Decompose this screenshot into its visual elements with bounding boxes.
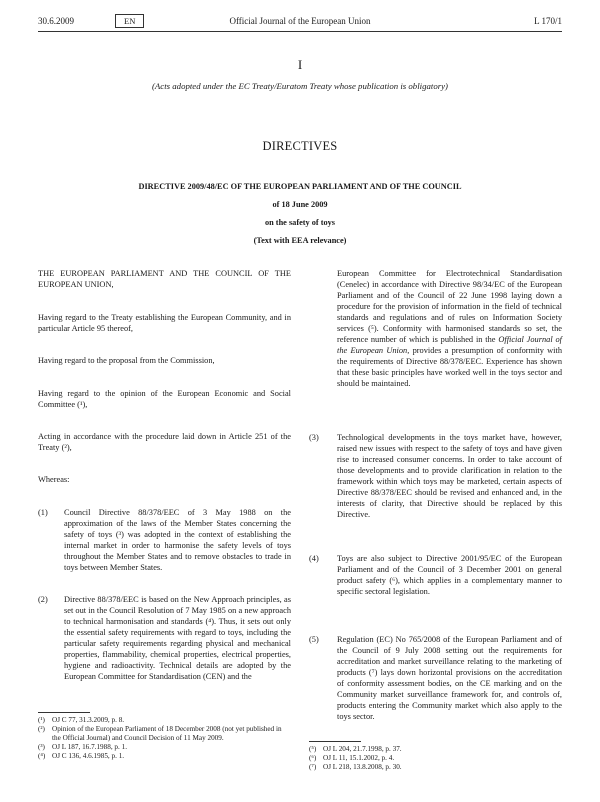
recital-text: Regulation (EC) No 765/2008 of the European Parliament and of the Council of 9 July 2008 setting out the requirements for accreditation and market surveillance relating to the marketing of products (⁷) lays down horizontal provisions on the accreditation of conformity assessment bodies, on the CE marking and on the Community market surveillance framework for, and controls of, products entering the Community market which also apply to the toys sector. (337, 635, 562, 721)
publication-date: 30.6.2009 (38, 16, 74, 26)
eea-relevance: (Text with EEA relevance) (253, 236, 347, 245)
language-badge: EN (115, 14, 144, 28)
footnote: (¹) OJ C 77, 31.3.2009, p. 8. (38, 716, 125, 724)
directive-date: of 18 June 2009 (272, 200, 328, 209)
recital-4 (309, 553, 562, 597)
section-heading: DIRECTIVES (262, 139, 338, 153)
footnote-rule-left (38, 712, 90, 713)
recital-number: (1) (38, 508, 48, 517)
whereas-label: Whereas: (38, 475, 70, 484)
recital-2-continued: European Committee for Electrotechnical Standardisation (Cenelec) in accordance with Directive 98/34/EC of the European Parliament and of the Council of 22 June 1998 laying down a procedure for the provision of information in the field of technical standards and regulations and of rules on Information Society services (⁵). Conformity with harmonised standards so set, the reference number of which is published in the Official Journal of the European Union, provides a presumption of conformity with the requirements of Directive 88/378/EEC. Experience has shown that these basic principles have worked well in the toys sector and should be maintained. (337, 269, 562, 388)
footnotes-right (309, 745, 562, 772)
recital-number: (4) (309, 554, 319, 563)
recital-5 (309, 634, 562, 722)
citation-proposal: Having regard to the proposal from the Commission, (38, 356, 215, 365)
footnote: (²) Opinion of the European Parliament of 18 December 2008 (not yet published in the Official Journal) and Council Decision of 11 May 2009. (38, 725, 282, 742)
footnotes-left (38, 716, 291, 761)
section-number: I (297, 57, 303, 72)
recital-number: (5) (309, 635, 319, 644)
citation-committee: Having regard to the opinion of the European Economic and Social Committee (¹), (38, 389, 291, 409)
acts-note: (Acts adopted under the EC Treaty/Euratom Treaty whose publication is obligatory) (152, 81, 448, 91)
recital-number: (3) (309, 433, 319, 442)
header-rule (38, 31, 562, 32)
recital-text: Directive 88/378/EEC is based on the New Approach principles, as set out in the Council Resolution of 7 May 1985 on a new approach to technical harmonisation and standards (⁴). Thus, it sets out only the essential safety requirements with regard to toys, including the particular safety requirements regarding physical and mechanical properties, flammability, chemical properties, electrical properties, hygiene and radioactivity. Technical details are adopted by the European Committee for Standardisation (CEN) and the (64, 595, 291, 681)
recital-text: Technological developments in the toys market have, however, raised new issues with respect to the safety of toys and have given rise to increased consumer concerns. In order to take account of those developments and to provide clarification in relation to the framework within which toys may be marketed, certain aspects of Directive 88/378/EEC should be revised and enhanced and, in the interests of clarity, that Directive should be replaced by this Directive. (337, 433, 562, 519)
recital-text: Toys are also subject to Directive 2001/95/EC of the European Parliament and of the Council of 3 December 2001 on general product safety (⁶), which applies in a complementary manner to specific sectoral legislation. (337, 554, 562, 596)
citation-procedure: Acting in accordance with the procedure laid down in Article 251 of the Treaty (²), (38, 432, 291, 452)
recital-1 (38, 507, 291, 573)
citation-treaty: Having regard to the Treaty establishing the European Community, and in particular Article 95 thereof, (38, 313, 291, 333)
footnote: (⁵) OJ L 204, 21.7.1998, p. 37. (309, 745, 402, 753)
recital-3 (309, 432, 562, 520)
footnote-rule-right (309, 741, 361, 742)
footnote: (³) OJ L 187, 16.7.1988, p. 1. (38, 743, 128, 751)
footnote: (⁷) OJ L 218, 13.8.2008, p. 30. (309, 763, 402, 771)
journal-name: Official Journal of the European Union (229, 16, 371, 26)
recital-2 (38, 594, 291, 682)
directive-title: DIRECTIVE 2009/48/EC OF THE EUROPEAN PARLIAMENT AND OF THE COUNCIL (138, 182, 462, 191)
recital-text: Council Directive 88/378/EEC of 3 May 1988 on the approximation of the laws of the Member States concerning the safety of toys (³) was adopted in the context of establishing the internal market in order to harmonise the safety levels of toys throughout the Member States and to remove obstacles to trade in toys between Member States. (64, 508, 291, 572)
page-header (38, 14, 562, 28)
left-column (38, 268, 291, 708)
footnote: (⁶) OJ L 11, 15.1.2002, p. 4. (309, 754, 395, 762)
directive-subject: on the safety of toys (264, 218, 336, 227)
footnote: (⁴) OJ C 136, 4.6.1985, p. 1. (38, 752, 125, 760)
page-reference: L 170/1 (534, 16, 562, 26)
right-column (309, 268, 562, 728)
recital-number: (2) (38, 595, 48, 604)
authors-line: THE EUROPEAN PARLIAMENT AND THE COUNCIL OF THE EUROPEAN UNION, (38, 269, 291, 289)
